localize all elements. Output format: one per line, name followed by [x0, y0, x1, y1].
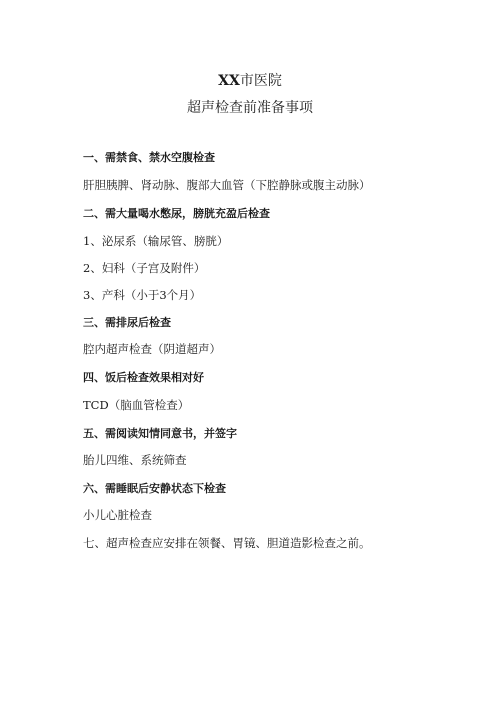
section-heading-5: 五、需阅读知情同意书，并签字 — [83, 427, 237, 440]
closing-note: 七、超声检查应安排在领餐、胃镜、胆道造影检查之前。 — [83, 536, 371, 550]
title-prefix: XX — [218, 73, 240, 89]
section-item: 1、泌尿系（输尿管、膀胱） — [83, 234, 229, 248]
section-item: 3、产科（小于3个月） — [83, 288, 202, 302]
section-item: 肝胆胰脾、肾动脉、腹部大血管（下腔静脉或腹主动脉） — [83, 178, 371, 192]
section-item: 腔内超声检查（阴道超声） — [83, 342, 221, 356]
section-item: 2、妇科（子宫及附件） — [83, 261, 206, 275]
document-subtitle: 超声检查前准备事项 — [187, 100, 313, 116]
title-suffix: 市医院 — [239, 73, 282, 89]
section-heading-4: 四、饭后检查效果相对好 — [83, 371, 204, 384]
section-heading-2: 二、需大量喝水憋尿，膀胱充盈后检查 — [83, 207, 270, 220]
section-item: 胎儿四维、系统筛查 — [83, 453, 187, 467]
section-item: 小儿心脏检查 — [83, 508, 152, 522]
document-title — [0, 70, 500, 90]
section-heading-6: 六、需睡眠后安静状态下检查 — [83, 482, 226, 495]
section-heading-1: 一、需禁食、禁水空腹检查 — [83, 151, 215, 164]
section-heading-3: 三、需排尿后检查 — [83, 316, 171, 329]
section-item: TCD（脑血管检查） — [83, 398, 190, 412]
